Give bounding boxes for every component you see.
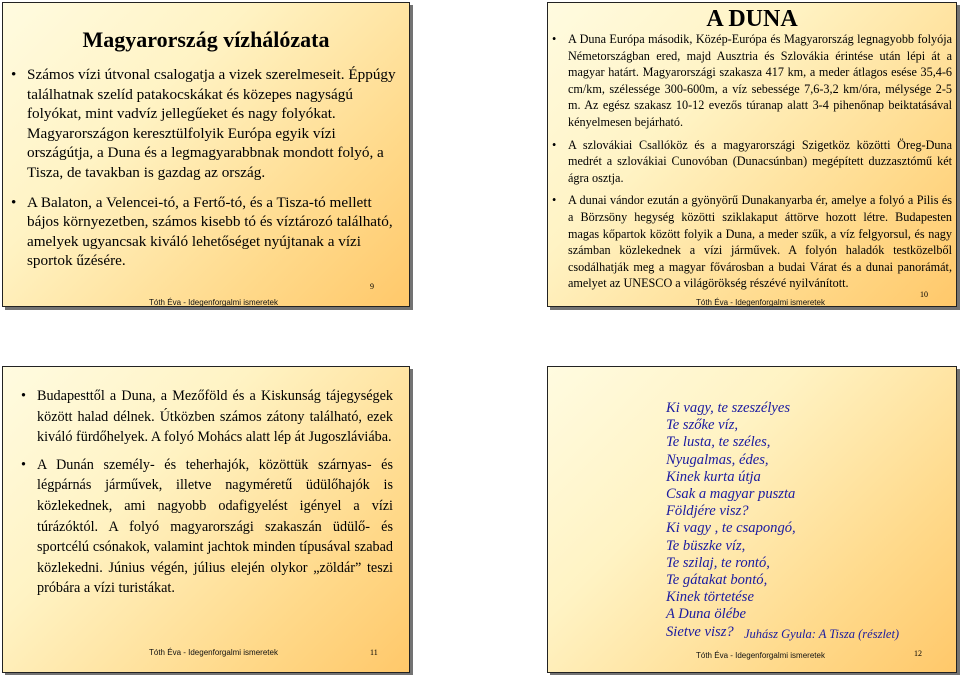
page-number: 12 (914, 649, 922, 658)
bullet-item: • A Balaton, a Velencei-tó, a Fertő-tó, és a Tisza-tó mellett bájos környezetben, számos kisebb tó és víztározó található, amelyek ugyancsak kiváló lehetőséget nyújtanak a vízi sportok űzésére. (9, 193, 404, 271)
poem-line: Te büszke víz, (666, 537, 746, 554)
poem (666, 400, 796, 641)
page-number: 10 (920, 290, 928, 299)
poem-line: Nyugalmas, édes, (666, 451, 769, 468)
slide-12 (547, 366, 957, 673)
bullet-list (550, 31, 952, 292)
bullet-item: • Számos vízi útvonal csalogatja a vizek szerelmeseit. Éppúgy találhatnak szelíd patakocskákat és közepes nagyságú folyókat, mint vadvíz jellegűeket és nagy folyókat. Magyarországon keresztülfolyik Európa egyik vízi országútja, a Duna és a legmagyarabbnak mondott folyó, a Tisza, de tavakban is gazdag az ország. (9, 65, 404, 183)
slide-title: A DUNA (706, 6, 798, 32)
poem-line: Kinek törtetése (666, 589, 754, 606)
bullet-item: • A Duna Európa második, Közép-Európa és Magyarország legnagyobb folyója Németországban ered, majd Ausztria és Szlovákia érintése után lépi át a magyar határt. Magyarországi szakasza 417 km, a meder átlagos esése 35,4-6 cm/km, szélessége 300-600m, a víz sebessége 7,6-3,2 km/óra, mélysége 2-5 m. Az egész szakasz 10-12 evezős túranap alatt 3-4 pihenőnap beiktatásával kényelmesen bejárható. (550, 31, 952, 131)
bullet-item: • A dunai vándor ezután a gyönyörű Dunakanyarba ér, amelye a folyó a Pilis és a Börzsöny hegység közötti sziklakaput áttörve hozott létre. Budapesten magas kőpartok között folyik a Duna, a meder szűk, a víz felgyorsul, és nagy számban közlekednek a vízi járművek. A folyón haladók testközelből csodálhatják meg a magyar fővárosban a budai Várat és a dunai panorámát, amelyet az UNESCO a világörökség részévé nyilvánított. (550, 192, 952, 292)
poem-line: Te gátakat bontó, (666, 572, 768, 589)
slide-footer: Tóth Éva - Idegenforgalmi ismeretek (696, 651, 825, 660)
poem-line: Te lusta, te széles, (666, 434, 771, 451)
page-number: 9 (370, 282, 374, 291)
poem-line: Te szőke víz, (666, 417, 739, 434)
poem-line: Földjére visz? (666, 503, 749, 520)
slide-11 (2, 366, 410, 673)
page-number: 11 (370, 648, 378, 657)
bullet-item: • A szlovákiai Csallóköz és a magyarországi Szigetköz közötti Öreg-Duna medrét a szlovákiai Cunovóban (Dunacsúnban) megépített duzzasztómű két ágra osztja. (550, 137, 952, 187)
slide-9 (2, 2, 410, 307)
slide-footer: Tóth Éva - Idegenforgalmi ismeretek (149, 298, 278, 307)
bullet-item: • A Dunán személy- és teherhajók, közöttük szárnyas- és légpárnás járművek, illetve nagyméretű üdülőhajók is közlekednek, ami nagyobb odafigyelést igényel a vízi túrázóktól. A folyó magyarországi szakaszán üdülő- és sportcélú csónakok, valamint jachtok minden típusával szabad közlekedni. Június végén, július elején olykor „zöldár” teszi próbára a vízi turistákat. (19, 455, 393, 599)
poem-line: A Duna ölébe (666, 606, 746, 623)
poem-line: Ki vagy , te csapongó, (666, 520, 796, 537)
slide-footer: Tóth Éva - Idegenforgalmi ismeretek (149, 648, 278, 657)
poem-line: Kinek kurta útja (666, 468, 761, 485)
bullet-list (9, 65, 404, 271)
slide-10 (547, 2, 957, 307)
bullet-list (19, 386, 393, 599)
poem-line: Sietve visz? (666, 623, 734, 640)
slide-footer: Tóth Éva - Idegenforgalmi ismeretek (696, 298, 825, 307)
poem-attribution: Juhász Gyula: A Tisza (részlet) (744, 627, 900, 641)
poem-line: Ki vagy, te szeszélyes (666, 400, 791, 416)
bullet-item: • Budapesttől a Duna, a Mezőföld és a Kiskunság tájegységek között halad délnek. Útközben számos zátony található, ezek kiváló fürdőhelyek. A folyó Mohács alatt lép át Jugoszláviába. (19, 386, 393, 448)
slide-title: Magyarország vízhálózata (82, 27, 330, 52)
poem-line: Csak a magyar puszta (666, 486, 796, 503)
poem-line: Te szilaj, te rontó, (666, 554, 770, 571)
